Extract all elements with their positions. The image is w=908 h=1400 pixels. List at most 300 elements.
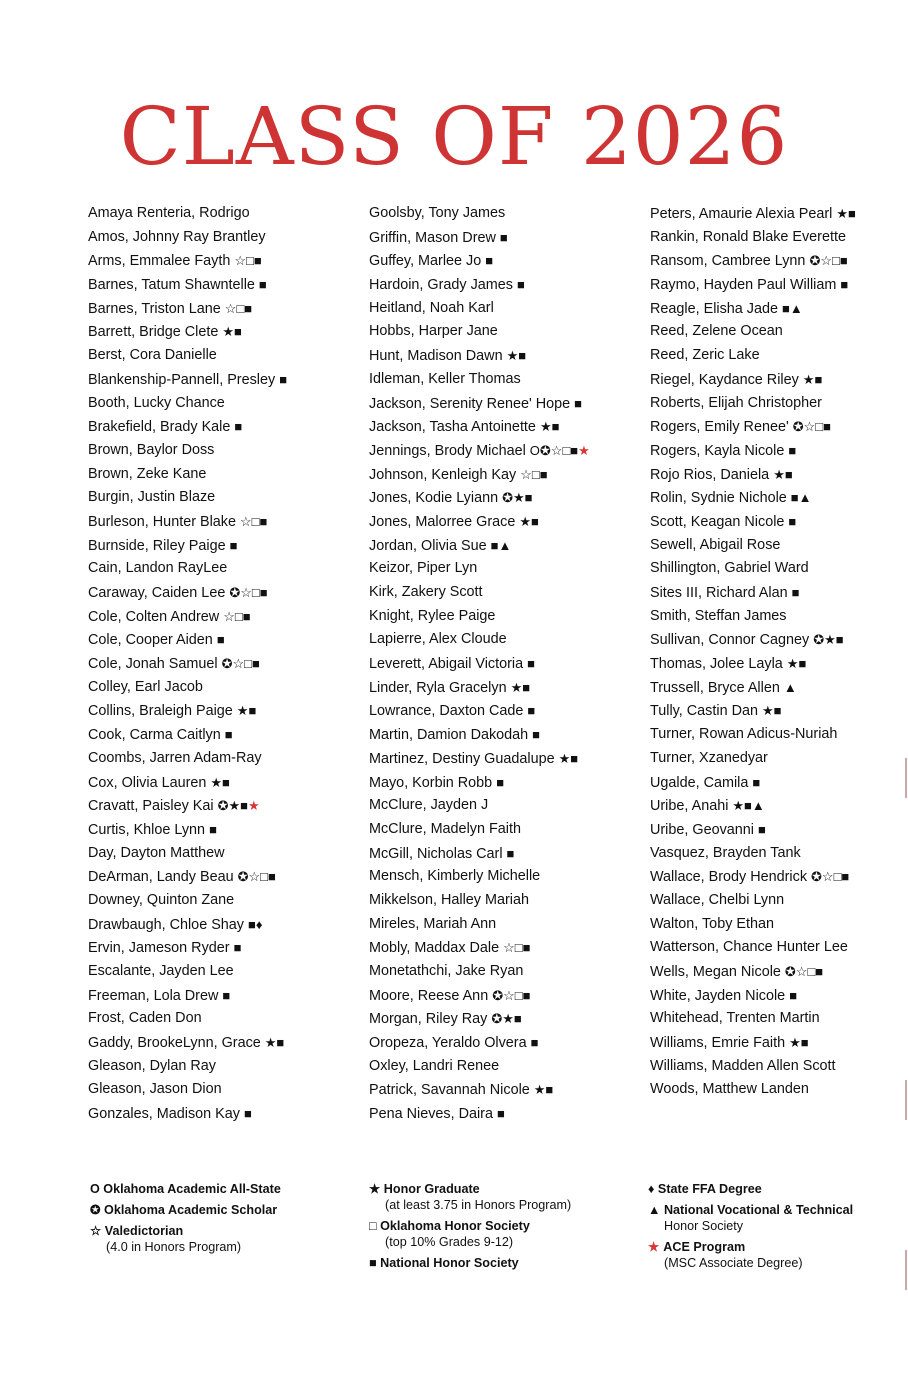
graduate-name: Barnes, Tatum Shawntelle <box>88 277 255 294</box>
graduate-row <box>88 226 358 250</box>
graduate-row <box>88 628 358 652</box>
graduate-name: Williams, Emrie Faith <box>650 1035 786 1052</box>
graduate-row <box>88 297 358 321</box>
graduate-name: Mayo, Korbin Robb <box>369 774 493 791</box>
graduate-row <box>650 842 908 866</box>
graduate-row <box>369 913 639 937</box>
graduate-name: Walton, Toby Ethan <box>650 915 774 932</box>
honor-symbols: ☆□■ <box>223 608 251 624</box>
graduate-row <box>369 439 639 463</box>
honor-symbols: ✪★■ <box>813 632 844 648</box>
graduate-row <box>369 368 639 392</box>
graduate-row <box>650 463 908 487</box>
graduate-row <box>88 463 358 487</box>
graduate-name: Rogers, Emily Renee' <box>650 419 789 436</box>
graduate-name: Mobly, Maddax Dale <box>369 940 500 957</box>
graduate-row <box>88 202 358 226</box>
graduate-row <box>88 392 358 416</box>
honor-symbols: O✪☆□■ <box>529 442 579 458</box>
honor-symbols: ■ <box>574 395 582 411</box>
graduate-name: Goolsby, Tony James <box>369 205 506 221</box>
graduate-name: Hardoin, Grady James <box>369 277 513 294</box>
graduate-row <box>369 392 639 416</box>
honor-symbols: ■ <box>243 1106 252 1122</box>
graduate-row <box>369 415 639 439</box>
graduate-row <box>88 557 358 581</box>
graduate-row <box>88 794 358 818</box>
graduate-row <box>88 320 358 344</box>
graduate-name: Oropeza, Yeraldo Olvera <box>369 1035 527 1052</box>
page-title: CLASS OF 2026 <box>119 90 789 183</box>
graduate-row <box>88 652 358 676</box>
edge-mark <box>905 1250 907 1290</box>
graduate-name: Raymo, Hayden Paul William <box>650 277 837 294</box>
graduate-name: Knight, Rylee Paige <box>369 607 496 624</box>
graduate-row <box>88 960 358 984</box>
graduate-name: Coombs, Jarren Adam-Ray <box>88 749 262 766</box>
edge-mark <box>905 1080 907 1120</box>
graduate-row <box>369 628 639 652</box>
graduate-row <box>369 723 639 747</box>
graduate-name: Peters, Amaurie Alexia Pearl <box>650 206 833 222</box>
honor-symbols: ■ <box>216 632 225 648</box>
graduate-name: McClure, Jayden J <box>369 797 489 814</box>
graduate-name: Arms, Emmalee Fayth <box>88 253 231 270</box>
graduate-row <box>650 699 908 723</box>
graduate-row <box>88 889 358 913</box>
ace-star-icon: ★ <box>247 798 260 814</box>
graduate-row <box>650 723 908 747</box>
honor-symbols: ✪★■ <box>217 798 248 814</box>
graduate-name: Brakefield, Brady Kale <box>88 419 231 436</box>
honor-symbols: ★■ <box>510 679 531 695</box>
graduate-row <box>369 557 639 581</box>
graduate-row <box>650 1031 908 1055</box>
graduate-name: McGill, Nicholas Carl <box>369 845 503 862</box>
graduate-name: Amos, Johnny Ray Brantley <box>88 228 266 245</box>
graduate-row <box>369 1031 639 1055</box>
graduate-row <box>369 320 639 344</box>
legend-item <box>369 1255 629 1271</box>
honor-symbols: ★■ <box>264 1035 285 1051</box>
graduate-name: Heitland, Noah Karl <box>369 299 494 316</box>
graduate-row <box>650 984 908 1008</box>
honor-symbols: ✪☆□■ <box>809 253 848 269</box>
graduate-name: DeArman, Landy Beau <box>88 869 234 886</box>
graduate-name: Jones, Malorree Grace <box>369 513 516 530</box>
graduate-row <box>650 936 908 960</box>
honor-symbols: ■ <box>532 727 541 743</box>
honor-symbols: ■♦ <box>248 916 263 932</box>
graduate-row <box>88 699 358 723</box>
graduate-name: Johnson, Kenleigh Kay <box>369 466 517 483</box>
graduate-name: Griffin, Mason Drew <box>369 229 496 246</box>
graduate-name: Curtis, Khloe Lynn <box>88 821 206 838</box>
graduate-row <box>88 1102 358 1126</box>
graduate-name: Kirk, Zakery Scott <box>369 584 483 600</box>
honor-symbols: ✪★■ <box>502 490 533 506</box>
graduate-name: Escalante, Jayden Lee <box>88 963 234 979</box>
graduate-name: Berst, Cora Danielle <box>88 347 217 364</box>
graduate-row <box>650 320 908 344</box>
graduate-row <box>650 889 908 913</box>
graduate-name: Gleason, Dylan Ray <box>88 1057 216 1074</box>
graduate-name: Uribe, Anahi <box>650 798 729 815</box>
honor-symbols: ★■ <box>539 419 560 435</box>
graduate-name: Riegel, Kaydance Riley <box>650 371 799 388</box>
graduate-name: Ervin, Jameson Ryder <box>88 940 230 957</box>
graduate-name: Whitehead, Trenten Martin <box>650 1010 820 1027</box>
legend-note: (top 10% Grades 9-12) <box>385 1235 514 1249</box>
graduate-row <box>650 581 908 605</box>
honor-symbols: ■ <box>758 821 766 837</box>
graduate-name: Cole, Colten Andrew <box>88 608 220 625</box>
graduate-row <box>369 936 639 960</box>
graduate-name: Trussell, Bryce Allen <box>650 679 780 696</box>
honor-symbols: ★■ <box>836 206 856 221</box>
graduate-name: Booth, Lucky Chance <box>88 394 225 411</box>
graduate-name: Cox, Olivia Lauren <box>88 774 207 791</box>
legend-item <box>369 1218 629 1250</box>
graduate-row <box>88 510 358 534</box>
graduate-name: Blankenship-Pannell, Presley <box>88 371 276 388</box>
graduate-name: Roberts, Elijah Christopher <box>650 394 822 411</box>
legend-item <box>648 1202 908 1234</box>
graduate-row <box>650 249 908 273</box>
graduate-row <box>88 368 358 392</box>
graduate-name: Rogers, Kayla Nicole <box>650 442 785 459</box>
graduate-row <box>369 842 639 866</box>
legend-item <box>648 1239 908 1271</box>
graduate-name: Watterson, Chance Hunter Lee <box>650 939 848 956</box>
graduate-row <box>88 581 358 605</box>
graduate-name: Morgan, Riley Ray <box>369 1011 488 1028</box>
legend-note: (at least 3.75 in Honors Program) <box>385 1198 572 1212</box>
graduate-row <box>369 794 639 818</box>
honor-symbols: ☆□■ <box>234 253 262 269</box>
graduate-row <box>650 1055 908 1079</box>
graduate-row <box>369 1102 639 1126</box>
legend-column-2 <box>369 1181 629 1276</box>
graduate-name: Ugalde, Camila <box>650 774 749 791</box>
graduate-row <box>88 249 358 273</box>
graduate-row <box>369 699 639 723</box>
graduate-row <box>650 557 908 581</box>
graduate-row <box>369 344 639 368</box>
honor-symbols: ★■ <box>222 324 242 340</box>
honor-symbols: ✪☆□■ <box>792 419 831 435</box>
honor-symbols: ■ <box>222 987 231 1003</box>
honor-symbols: ★■ <box>210 774 230 790</box>
honor-symbols: ★■ <box>519 513 539 529</box>
honor-symbols: ■ <box>530 1035 539 1051</box>
honor-symbols: ☆□■ <box>239 513 268 529</box>
legend-column-3 <box>648 1181 908 1276</box>
graduate-name: Hobbs, Harper Jane <box>369 323 498 340</box>
honor-symbols: ★■ <box>773 466 793 482</box>
graduate-row <box>369 889 639 913</box>
graduate-name: Day, Dayton Matthew <box>88 844 225 861</box>
honor-symbols: ✪☆□■ <box>229 585 268 600</box>
honor-symbols: ■▲ <box>790 490 812 506</box>
graduate-name: Martin, Damion Dakodah <box>369 727 529 744</box>
graduate-row <box>88 273 358 297</box>
legend-label: ACE Program <box>663 1240 746 1254</box>
graduate-row <box>88 486 358 510</box>
graduate-name: Jackson, Tasha Antoinette <box>369 419 536 436</box>
graduate-name: White, Jayden Nicole <box>650 987 786 1004</box>
legend-label: ★ Honor Graduate <box>369 1182 480 1196</box>
graduate-row <box>88 1055 358 1079</box>
honor-symbols: ■ <box>233 940 242 956</box>
graduate-row <box>650 628 908 652</box>
graduate-name: Brown, Zeke Kane <box>88 465 207 482</box>
graduate-row <box>650 794 908 818</box>
graduate-name: Oxley, Landri Renee <box>369 1057 500 1074</box>
honor-symbols: ★■ <box>786 656 807 672</box>
graduate-name: Reagle, Elisha Jade <box>650 300 778 317</box>
graduate-row <box>88 771 358 795</box>
graduate-row <box>650 865 908 889</box>
graduate-row <box>369 1078 639 1102</box>
honor-symbols: ✪☆□■ <box>784 964 824 979</box>
graduate-name: Jennings, Brody Michael <box>369 442 526 459</box>
honor-symbols: ★■▲ <box>732 798 765 814</box>
honor-symbols: ☆□■ <box>520 466 548 482</box>
graduate-row <box>650 510 908 534</box>
graduate-name: Barrett, Bridge Clete <box>88 324 219 341</box>
graduate-name: Vasquez, Brayden Tank <box>650 844 801 861</box>
graduate-name: Brown, Baylor Doss <box>88 441 215 458</box>
graduate-row <box>369 273 639 297</box>
honor-symbols: ☆□■ <box>503 940 531 956</box>
graduate-row <box>650 439 908 463</box>
graduate-name: Freeman, Lola Drew <box>88 987 219 1004</box>
graduate-row <box>650 486 908 510</box>
honor-symbols: ✪★■ <box>491 1011 522 1027</box>
legend-label: ✪ Oklahoma Academic Scholar <box>90 1203 278 1217</box>
graduate-row <box>88 984 358 1008</box>
graduate-row <box>369 463 639 487</box>
graduate-row <box>650 818 908 842</box>
honor-symbols: ■▲ <box>490 537 512 553</box>
graduate-name: Lapierre, Alex Cloude <box>369 631 507 648</box>
graduate-name: Williams, Madden Allen Scott <box>650 1057 836 1074</box>
graduate-name: Shillington, Gabriel Ward <box>650 560 809 577</box>
honor-symbols: ✪☆□■ <box>221 656 260 672</box>
legend-label: ▲ National Vocational & Technical <box>648 1203 854 1217</box>
honor-symbols: ■ <box>279 371 288 387</box>
graduate-name: McClure, Madelyn Faith <box>369 820 521 837</box>
honor-symbols: ■ <box>752 774 761 790</box>
graduate-name: Wells, Megan Nicole <box>650 964 781 980</box>
graduate-name: Downey, Quinton Zane <box>88 891 235 908</box>
honor-symbols: ■ <box>496 1106 505 1122</box>
honor-symbols: ■ <box>234 419 243 435</box>
legend-item <box>90 1223 350 1255</box>
honor-symbols: ★■ <box>236 703 257 719</box>
graduate-name: Wallace, Brody Hendrick <box>650 869 808 886</box>
honor-symbols: ■ <box>496 774 505 790</box>
graduate-name: Jackson, Serenity Renee' Hope <box>369 395 571 412</box>
graduate-row <box>369 249 639 273</box>
legend-item <box>90 1181 350 1197</box>
graduate-row <box>650 202 908 226</box>
legend-item <box>648 1181 908 1197</box>
graduate-row <box>88 534 358 558</box>
graduate-name: Gleason, Jason Dion <box>88 1081 222 1098</box>
honor-symbols: ★■ <box>802 371 823 387</box>
honor-symbols: ✪☆□■ <box>492 987 531 1003</box>
graduate-row <box>650 344 908 368</box>
honor-symbols: ■ <box>224 727 233 743</box>
graduate-name: Rolin, Sydnie Nichole <box>650 490 787 507</box>
graduate-row <box>650 676 908 700</box>
graduate-name: Reed, Zeric Lake <box>650 347 760 364</box>
graduate-name: Frost, Caden Don <box>88 1010 202 1027</box>
graduate-row <box>650 1078 908 1102</box>
graduate-row <box>650 226 908 250</box>
graduate-row <box>88 936 358 960</box>
names-column-1 <box>88 202 358 1126</box>
graduate-name: Rojo Rios, Daniela <box>650 466 770 483</box>
names-column-2 <box>369 202 639 1126</box>
graduate-row <box>650 652 908 676</box>
graduate-name: Amaya Renteria, Rodrigo <box>88 205 250 221</box>
graduate-row <box>88 723 358 747</box>
graduate-name: Cole, Cooper Aiden <box>88 632 213 649</box>
graduate-name: Cravatt, Paisley Kai <box>88 798 214 815</box>
graduate-row <box>650 960 908 984</box>
ace-star-icon: ★ <box>648 1240 660 1254</box>
graduate-row <box>650 747 908 771</box>
graduate-name: Cole, Jonah Samuel <box>88 656 218 673</box>
graduate-row <box>650 771 908 795</box>
graduate-row <box>88 1007 358 1031</box>
graduate-row <box>369 960 639 984</box>
honor-symbols: ■ <box>788 513 797 529</box>
honor-symbols: ★■ <box>558 750 579 766</box>
honor-symbols: ■ <box>229 537 238 553</box>
honor-symbols: ■ <box>516 277 525 293</box>
graduate-name: Tully, Castin Dan <box>650 703 758 720</box>
honor-symbols: ■▲ <box>782 300 803 316</box>
legend-label: □ Oklahoma Honor Society <box>369 1219 530 1233</box>
honor-symbols: ■ <box>789 987 798 1003</box>
graduate-name: Martinez, Destiny Guadalupe <box>369 750 555 767</box>
graduate-row <box>369 581 639 605</box>
graduate-name: Burleson, Hunter Blake <box>88 513 236 530</box>
graduate-name: Jordan, Olivia Sue <box>369 537 487 554</box>
graduate-name: Mireles, Mariah Ann <box>369 915 497 932</box>
graduate-name: Rankin, Ronald Blake Everette <box>650 228 846 245</box>
legend-note: Honor Society <box>664 1219 744 1233</box>
honor-symbols: ▲ <box>783 679 797 695</box>
graduate-name: Barnes, Triston Lane <box>88 300 221 317</box>
graduate-row <box>88 676 358 700</box>
graduate-name: Turner, Rowan Adicus-Nuriah <box>650 726 838 743</box>
graduate-row <box>369 676 639 700</box>
legend-note: (4.0 in Honors Program) <box>106 1240 242 1254</box>
graduate-row <box>650 1007 908 1031</box>
graduate-name: Burnside, Riley Paige <box>88 537 226 554</box>
graduate-row <box>88 344 358 368</box>
graduate-name: Mikkelson, Halley Mariah <box>369 891 529 908</box>
honor-symbols: ■ <box>506 845 515 861</box>
graduate-name: Patrick, Savannah Nicole <box>369 1082 530 1099</box>
graduate-name: Linder, Ryla Gracelyn <box>369 679 507 696</box>
legend-column-1 <box>90 1181 350 1260</box>
graduate-row <box>369 534 639 558</box>
graduate-row <box>369 652 639 676</box>
graduate-row <box>369 1007 639 1031</box>
graduate-row <box>650 534 908 558</box>
graduate-name: Idleman, Keller Thomas <box>369 370 521 387</box>
graduate-row <box>369 771 639 795</box>
graduate-name: Caraway, Caiden Lee <box>88 585 226 601</box>
graduate-name: Collins, Braleigh Paige <box>88 703 233 720</box>
legend-label: O Oklahoma Academic All-State <box>90 1182 281 1196</box>
graduate-name: Turner, Xzanedyar <box>650 749 768 766</box>
graduate-name: Pena Nieves, Daira <box>369 1106 493 1123</box>
honor-symbols: ■ <box>527 656 535 672</box>
graduate-row <box>369 486 639 510</box>
graduate-row <box>88 818 358 842</box>
honor-symbols: ★■ <box>533 1082 554 1098</box>
honor-symbols: ■ <box>485 253 494 269</box>
legend-item <box>90 1202 350 1218</box>
graduate-name: Lowrance, Daxton Cade <box>369 703 524 720</box>
graduate-row <box>88 1031 358 1055</box>
honor-symbols: ☆□■ <box>224 300 253 316</box>
graduate-row <box>88 439 358 463</box>
graduate-name: Drawbaugh, Chloe Shay <box>88 916 244 933</box>
graduate-name: Reed, Zelene Ocean <box>650 323 783 340</box>
graduate-row <box>650 273 908 297</box>
graduate-row <box>88 605 358 629</box>
graduate-row <box>650 415 908 439</box>
graduate-row <box>88 415 358 439</box>
graduate-row <box>369 984 639 1008</box>
edge-mark <box>905 758 907 798</box>
graduate-name: Cain, Landon RayLee <box>88 560 228 577</box>
graduate-row <box>650 913 908 937</box>
graduate-name: Guffey, Marlee Jo <box>369 253 482 270</box>
graduate-name: Monetathchi, Jake Ryan <box>369 963 524 979</box>
graduate-name: Hunt, Madison Dawn <box>369 348 503 365</box>
graduate-name: Gonzales, Madison Kay <box>88 1106 240 1123</box>
honor-symbols: ■ <box>209 821 217 837</box>
graduate-name: Thomas, Jolee Layla <box>650 656 783 673</box>
graduate-row <box>369 747 639 771</box>
graduate-row <box>369 1055 639 1079</box>
honor-symbols: ■ <box>527 703 536 719</box>
graduate-name: Wallace, Chelbi Lynn <box>650 891 785 908</box>
honor-symbols: ★■ <box>761 703 782 719</box>
graduate-name: Burgin, Justin Blaze <box>88 489 216 506</box>
graduate-name: Leverett, Abigail Victoria <box>369 656 524 673</box>
honor-symbols: ■ <box>258 277 267 293</box>
graduate-name: Keizor, Piper Lyn <box>369 560 478 577</box>
honor-symbols: ✪☆□■ <box>237 869 276 885</box>
graduate-row <box>369 818 639 842</box>
graduate-row <box>88 842 358 866</box>
graduate-row <box>369 865 639 889</box>
graduate-name: Sewell, Abigail Rose <box>650 536 781 553</box>
ace-star-icon: ★ <box>578 442 590 458</box>
honor-symbols: ■ <box>788 442 797 458</box>
legend-label: ☆ Valedictorian <box>90 1224 184 1238</box>
